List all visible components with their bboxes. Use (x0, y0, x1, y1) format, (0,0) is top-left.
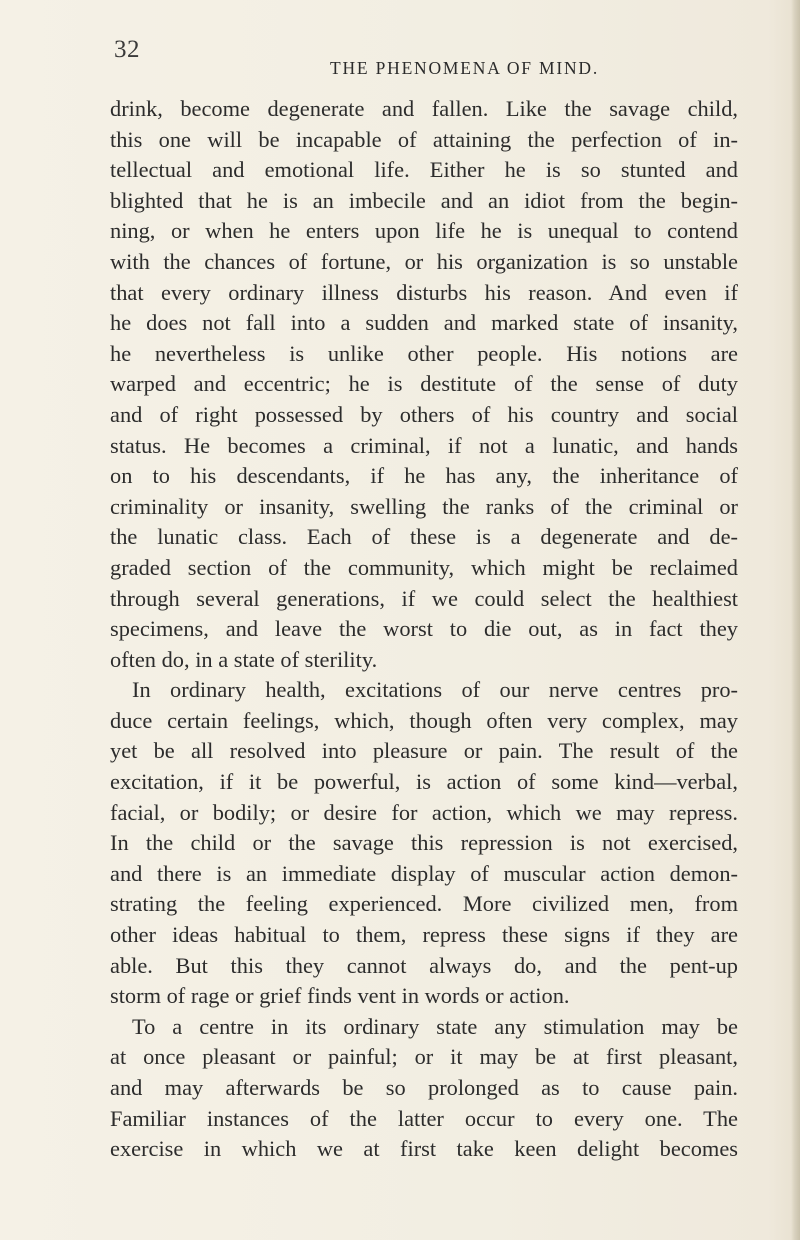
text-line: able. But this they cannot always do, and the pent-up (110, 952, 738, 978)
text-line: blighted that he is an imbecile and an idiot from the begin- (110, 187, 738, 213)
text-line: on to his descendants, if he has any, the inheritance of (110, 463, 738, 489)
text-line: In ordinary health, excitations of our nerve centres pro- (132, 677, 738, 703)
text-line: In the child or the savage this repression is not exercised, (110, 830, 738, 856)
text-line: with the chances of fortune, or his organization is so unstable (110, 248, 738, 274)
paragraph-1 (110, 94, 738, 675)
text-line: other ideas habitual to them, repress these signs if they are (110, 922, 738, 948)
text-line: duce certain feelings, which, though often very complex, may (110, 707, 738, 733)
text-line: drink, become degenerate and fallen. Like the savage child, (110, 96, 738, 121)
text-line: specimens, and leave the worst to die out, as in fact they (110, 616, 738, 642)
paragraph-3 (110, 1012, 738, 1165)
text-line: and there is an immediate display of muscular action demon- (110, 860, 738, 886)
text-line: at once pleasant or painful; or it may be at first pleasant, (110, 1044, 738, 1070)
text-line: that every ordinary illness disturbs his reason. And even if (110, 279, 738, 305)
text-line: he does not fall into a sudden and marked state of insanity, (110, 310, 738, 336)
paragraph-2 (110, 675, 738, 1012)
text-line: yet be all resolved into pleasure or pain. The result of the (110, 738, 738, 764)
text-line: and may afterwards be so prolonged as to cause pain. (110, 1075, 738, 1100)
text-line: Familiar instances of the latter occur to every one. The (110, 1105, 738, 1131)
text-line: excitation, if it be powerful, is action of some kind—verbal, (110, 769, 738, 795)
text-line: warped and eccentric; he is destitute of the sense of duty (110, 371, 738, 397)
text-line: storm of rage or grief finds vent in words or action. (110, 983, 570, 1009)
text-line: he nevertheless is unlike other people. His notions are (110, 340, 738, 366)
running-title: THE PHENOMENA OF MIND. (330, 58, 600, 78)
text-line: and of right possessed by others of his country and social (110, 401, 738, 427)
text-line: tellectual and emotional life. Either he is so stunted and (110, 157, 738, 183)
running-head (110, 36, 730, 86)
body-text (110, 94, 738, 1165)
text-line: through several generations, if we could select the healthiest (110, 585, 738, 611)
text-line: status. He becomes a criminal, if not a lunatic, and hands (110, 432, 738, 458)
page-number: 32 (114, 36, 140, 63)
text-line: the lunatic class. Each of these is a degenerate and de- (110, 524, 738, 550)
text-line: facial, or bodily; or desire for action, which we may repress. (110, 799, 738, 825)
text-line: this one will be incapable of attaining the perfection of in- (110, 126, 738, 152)
text-line: strating the feeling experienced. More civilized men, from (110, 891, 738, 917)
page-edge-shadow (791, 0, 800, 1240)
text-line: exercise in which we at first take keen delight becomes (110, 1136, 738, 1162)
text-line: criminality or insanity, swelling the ranks of the criminal or (110, 493, 738, 519)
text-line: often do, in a state of sterility. (110, 646, 378, 672)
text-line: To a centre in its ordinary state any stimulation may be (132, 1013, 738, 1039)
text-line: ning, or when he enters upon life he is unequal to contend (110, 218, 738, 244)
text-line: graded section of the community, which might be reclaimed (110, 554, 738, 580)
